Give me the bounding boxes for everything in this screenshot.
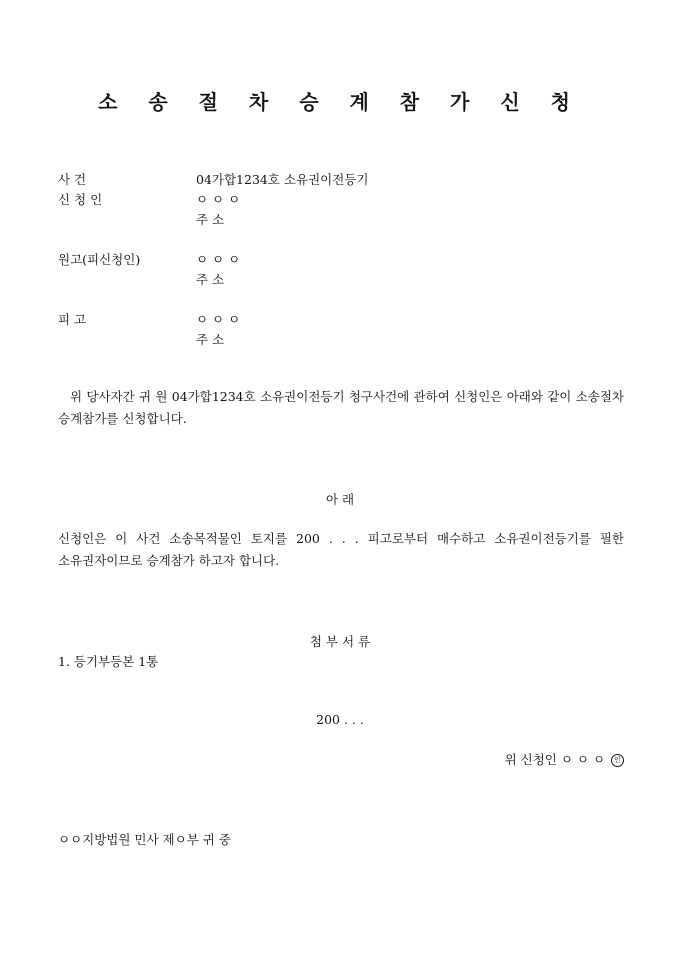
attachment-item: 1. 등기부등본 1통 bbox=[58, 654, 159, 669]
case-label: 사 건 bbox=[58, 172, 87, 187]
plaintiff-label: 원고(피신청인) bbox=[58, 252, 141, 267]
court-addressee: ㅇㅇ지방법원 민사 제ㅇ부 귀 중 bbox=[58, 832, 231, 847]
applicant-name: ㅇ ㅇ ㅇ bbox=[196, 192, 241, 207]
case-value: 04가합1234호 소유권이전등기 bbox=[196, 172, 369, 187]
signature-text: 위 신청인 ㅇ ㅇ ㅇ bbox=[504, 752, 606, 767]
attachments-heading: 첨 부 서 류 bbox=[309, 634, 371, 649]
intro-paragraph: 위 당사자간 귀 원 04가합1234호 소유권이전등기 청구사건에 관하여 신청인은 아래와 같이 소송절차 승계참가를 신청합니다. bbox=[58, 389, 624, 426]
defendant-name: ㅇ ㅇ ㅇ bbox=[196, 312, 241, 327]
body-paragraph: 신청인은 이 사건 소송목적물인 토지를 200 . . . 피고로부터 매수하고 소유권이전등기를 필한 소유권자이므로 승계참가 하고자 합니다. bbox=[58, 531, 624, 568]
plaintiff-name: ㅇ ㅇ ㅇ bbox=[196, 252, 241, 267]
seal-icon: 인 bbox=[611, 754, 624, 767]
signature-line bbox=[505, 750, 624, 768]
plaintiff-address: 주 소 bbox=[196, 272, 225, 287]
defendant-address: 주 소 bbox=[196, 332, 225, 347]
section-heading: 아 래 bbox=[325, 492, 355, 507]
applicant-address: 주 소 bbox=[196, 212, 225, 227]
date-line: 200 . . . bbox=[316, 712, 364, 727]
applicant-label: 신 청 인 bbox=[58, 192, 103, 207]
document-title: 소 송 절 차 승 계 참 가 신 청 bbox=[98, 90, 582, 114]
defendant-label: 피 고 bbox=[58, 312, 87, 327]
